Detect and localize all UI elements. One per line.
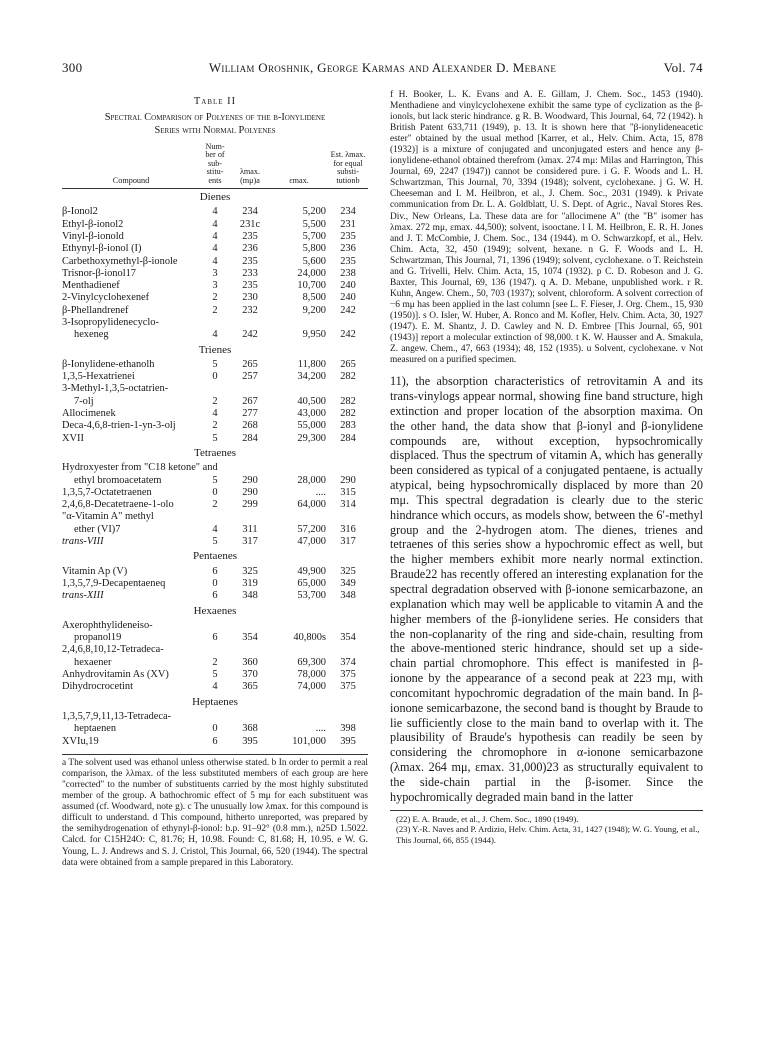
cell-lmax — [230, 644, 270, 656]
table-row — [62, 280, 368, 292]
cell-emax: 8,500 — [302, 292, 326, 304]
cell-est — [328, 383, 368, 395]
cell-compound: 1,3,5-Hexatrienei — [62, 371, 135, 383]
cell-compound: Anhydrovitamin As (XV) — [62, 669, 169, 681]
cell-compound: β-Ionol2 — [62, 206, 98, 218]
table-header-row — [62, 143, 368, 189]
table-row — [62, 524, 368, 536]
cell-est: 290 — [340, 474, 356, 486]
cell-lmax: 267 — [242, 395, 258, 407]
table-row — [62, 383, 368, 395]
cell-lmax: 370 — [242, 669, 258, 681]
cell-lmax: 395 — [242, 735, 258, 747]
cell-emax: 43,000 — [297, 408, 326, 420]
cell-emax: 5,200 — [302, 206, 326, 218]
cell-substituents — [200, 317, 230, 329]
cell-emax: 53,700 — [297, 590, 326, 602]
cell-substituents: 0 — [212, 577, 218, 589]
cell-est: 316 — [340, 523, 356, 535]
cell-est: 375 — [340, 681, 356, 693]
cell-substituents: 3 — [212, 267, 218, 279]
cell-lmax: 265 — [242, 358, 258, 370]
cell-est: 235 — [340, 230, 356, 242]
cell-lmax: 235 — [242, 280, 258, 292]
cell-emax: 55,000 — [297, 420, 326, 432]
table-caption: Table II — [193, 96, 237, 107]
cell-lmax: 235 — [242, 255, 258, 267]
cell-substituents — [200, 383, 230, 395]
cell-compound: Trisnor-β-ionol17 — [62, 267, 136, 279]
cell-compound: Ethynyl-β-ionol (I) — [62, 243, 142, 255]
cell-compound: 3-Isopropylidenecyclo- — [62, 317, 159, 328]
cell-compound: 2-Vinylcyclohexenef — [62, 292, 150, 304]
table-row — [62, 536, 368, 548]
cell-emax: .... — [315, 486, 326, 498]
cell-compound: hexeneg — [74, 329, 109, 341]
cell-emax: 24,000 — [297, 267, 326, 279]
cell-emax — [270, 511, 328, 523]
table-row — [62, 256, 368, 268]
cell-emax: 28,000 — [297, 474, 326, 486]
cell-est: 354 — [340, 632, 356, 644]
group-heading-row — [62, 603, 368, 620]
group-heading-row — [62, 189, 368, 207]
table-row — [62, 317, 368, 329]
cell-emax: 78,000 — [297, 669, 326, 681]
cell-compound: Ethyl-β-ionol2 — [62, 218, 124, 230]
cell-compound: Hydroxyester from "C18 ketone" and — [62, 462, 218, 474]
header-authors: William Oroshnik, George Karmas and Alexander D. Mebane — [208, 60, 557, 75]
cell-lmax: 354 — [242, 632, 258, 644]
cell-emax: 74,000 — [297, 681, 326, 693]
cell-compound: Carbethoxymethyl-β-ionole — [62, 255, 178, 267]
cell-est — [328, 462, 368, 474]
cell-compound: 2,4,6,8-Decatetraene-1-olo — [62, 499, 174, 511]
table-row — [62, 487, 368, 499]
group-heading: Dienes — [199, 191, 231, 204]
table-notes: a The solvent used was ethanol unless otherwise stated. b In order to permit a real comparison, the λλmax. of the less substituted members of each group are here "corrected" to the number of substituents carried by the most highly substituted member of the group. A bathochromic effect of 5 mμ for each substituent was assumed (cf. Woodward, note g). c The unusually low λmax. for this compound is difficult to understand. d This compound, hitherto unreported, was prepared by the semihydrogenation of ethynyl-β-ionol: b.p. 91–92° (0.8 mm.), n25D 1.5022. Calcd. for C15H24O: C, 81.76; H, 10.98. Found: C, 81.68; H, 10.95. e W. G. Young, L. J. Andrews and S. J. Cristol, This Journal, 66, 520 (1944). The spectral data were obtained from a sample prepared in this Laboratory. — [62, 754, 368, 869]
table-row — [62, 644, 368, 656]
cell-compound: 1,3,5,7,9,11,13-Tetradeca- — [62, 710, 172, 722]
cell-lmax: 232 — [242, 304, 258, 316]
cell-emax: 29,300 — [297, 432, 326, 444]
page-number: 300 — [62, 60, 83, 75]
group-heading: Tetraenes — [194, 446, 236, 459]
table-row — [62, 632, 368, 644]
cell-est: 240 — [340, 280, 356, 292]
table-row — [62, 620, 368, 632]
cell-substituents: 4 — [212, 243, 218, 255]
table-row — [62, 499, 368, 511]
cell-compound: Axerophthylideneiso- — [62, 619, 153, 631]
group-heading: Hexaenes — [193, 604, 237, 617]
cell-lmax: 319 — [242, 577, 258, 589]
cell-lmax — [230, 462, 270, 474]
cell-emax: 40,800s — [293, 632, 326, 644]
cell-substituents: 2 — [212, 304, 218, 316]
cell-lmax: 230 — [242, 292, 258, 304]
cell-emax: 10,700 — [297, 280, 326, 292]
cell-emax: 9,950 — [302, 329, 326, 341]
cell-compound: Deca-4,6,8-trien-1-yn-3-olj — [62, 420, 176, 432]
cell-est: 317 — [340, 536, 356, 548]
cell-est: 240 — [340, 292, 356, 304]
cell-substituents: 6 — [212, 735, 218, 747]
cell-emax: 69,300 — [297, 656, 326, 668]
group-heading-row — [62, 342, 368, 359]
cell-lmax: 268 — [242, 420, 258, 432]
cell-lmax: 236 — [242, 243, 258, 255]
cell-est — [328, 711, 368, 723]
cell-est: 242 — [340, 329, 356, 341]
cell-substituents: 4 — [212, 230, 218, 242]
cell-emax: 40,500 — [297, 395, 326, 407]
cell-lmax: 368 — [242, 723, 258, 735]
table-row — [62, 475, 368, 487]
cell-emax: 9,200 — [302, 304, 326, 316]
header-compound: Compound — [62, 143, 200, 189]
cell-substituents: 2 — [212, 499, 218, 511]
cell-est: 315 — [340, 486, 356, 498]
cell-substituents — [200, 644, 230, 656]
cell-est: 398 — [340, 723, 356, 735]
reference-22: (22) E. A. Braude, et al., J. Chem. Soc., 1890 (1949). — [396, 813, 579, 824]
table-row — [62, 681, 368, 693]
cell-substituents: 2 — [212, 395, 218, 407]
cell-substituents: 2 — [212, 292, 218, 304]
cell-est — [328, 511, 368, 523]
table-row — [62, 578, 368, 590]
header-volume: Vol. 74 — [663, 60, 703, 75]
cell-substituents: 5 — [212, 432, 218, 444]
cell-est — [328, 317, 368, 329]
table-row — [62, 219, 368, 231]
cell-est: 265 — [340, 358, 356, 370]
table-row — [62, 711, 368, 723]
cell-emax: 57,200 — [297, 523, 326, 535]
cell-substituents: 5 — [212, 669, 218, 681]
table-body — [62, 189, 368, 748]
cell-est: 284 — [340, 432, 356, 444]
cell-lmax — [230, 383, 270, 395]
cell-lmax — [230, 620, 270, 632]
table-row — [62, 511, 368, 523]
cell-substituents: 6 — [212, 632, 218, 644]
header-num-substituents: Num- ber of sub- stitu- ents — [200, 143, 230, 189]
cell-est: 231 — [340, 218, 356, 230]
cell-lmax: 235 — [242, 230, 258, 242]
cell-est — [328, 644, 368, 656]
cell-lmax: 233 — [242, 267, 258, 279]
cell-est: 283 — [340, 420, 356, 432]
cell-compound: heptaenen — [74, 723, 117, 735]
cell-est: 395 — [340, 735, 356, 747]
cell-compound: β-Phellandrenef — [62, 304, 129, 316]
cell-est — [328, 620, 368, 632]
table-row — [62, 723, 368, 735]
cell-compound: Menthadienef — [62, 280, 120, 292]
cell-est: 235 — [340, 255, 356, 267]
cell-substituents: 6 — [212, 590, 218, 602]
cell-lmax — [230, 317, 270, 329]
cell-emax: 5,500 — [302, 218, 326, 230]
cell-est: 325 — [340, 565, 356, 577]
cell-est: 348 — [340, 590, 356, 602]
cell-compound: Allocimenek — [62, 408, 116, 420]
cell-est: 282 — [340, 408, 356, 420]
cell-lmax: 348 — [242, 590, 258, 602]
cell-emax — [270, 620, 328, 632]
cell-emax: 5,700 — [302, 230, 326, 242]
cell-emax: 47,000 — [297, 536, 326, 548]
cell-emax: 11,800 — [297, 358, 326, 370]
cell-est: 349 — [340, 577, 356, 589]
cell-emax: .... — [315, 723, 326, 735]
cell-lmax: 325 — [242, 565, 258, 577]
cell-lmax: 365 — [242, 681, 258, 693]
cell-emax — [270, 711, 328, 723]
cell-emax — [270, 383, 328, 395]
cell-lmax — [230, 711, 270, 723]
table-row — [62, 420, 368, 432]
cell-compound: hexaener — [74, 656, 112, 668]
table-row — [62, 329, 368, 341]
cell-est: 234 — [340, 206, 356, 218]
cell-compound: 1,3,5,7-Octatetraenen — [62, 486, 152, 498]
cell-substituents: 4 — [212, 206, 218, 218]
running-header — [62, 60, 703, 78]
cell-compound: trans-VIII — [62, 536, 104, 548]
cell-lmax: 311 — [242, 523, 258, 535]
table-row — [62, 231, 368, 243]
cell-lmax — [230, 511, 270, 523]
cell-substituents: 4 — [212, 329, 218, 341]
cell-compound: ether (VI)7 — [74, 523, 121, 535]
cell-emax: 101,000 — [292, 735, 326, 747]
header-lmax: λmax. (mμ)a — [230, 143, 270, 189]
group-heading-row — [62, 445, 368, 462]
table-row — [62, 371, 368, 383]
cell-compound: Vitamin Ap (V) — [62, 565, 128, 577]
cell-lmax: 317 — [242, 536, 258, 548]
table-row — [62, 396, 368, 408]
table-column — [62, 95, 368, 869]
table-row — [62, 669, 368, 681]
cell-substituents: 0 — [212, 723, 218, 735]
cell-lmax: 360 — [242, 656, 258, 668]
table-title-line-2: Series with Normal Polyenes — [154, 125, 276, 136]
cell-lmax: 299 — [242, 499, 258, 511]
cell-compound: 2,4,6,8,10,12-Tetradeca- — [62, 644, 164, 656]
cell-emax — [270, 462, 328, 474]
cell-substituents: 4 — [212, 408, 218, 420]
cell-compound: Dihydrocrocetint — [62, 681, 133, 693]
cell-substituents: 0 — [212, 486, 218, 498]
cell-compound: 3-Methyl-1,3,5-octatrien- — [62, 383, 169, 395]
cell-est: 375 — [340, 669, 356, 681]
references — [390, 810, 703, 846]
header-emax: εmax. — [270, 143, 328, 189]
table-row — [62, 359, 368, 371]
body-text: 11), the absorption characteristics of retrovitamin A and its trans-vinylogs appear normal, showing fine band structure, high extinction and proper location of the absorption maxima. On the other hand, the data show that β-ionyl and β-ionylidene compounds are, without exception, hypsochromically displaced. Thus the spectrum of vitamin A, which has generally been considered as typical of a conjugated pentaene, is actually atypical, being hypsochromically displaced by more than 20 mμ. This spectral degradation is clearly due to the steric hindrance which occurs, as models show, between the 6′-methyl group and the 2-hydrogen atom. The dienes, trienes and tetraenes of this series show a hypochromic effect as well, but the higher members exhibit more nearly normal extinction. Braude22 has recently offered an interesting explanation for the spectral degradation observed with β-ionone semicarbazone, an explanation which may well be applicable to vitamin A and the higher members of the β-ionylidene series. He considers that the non-coplanarity of the ring and side-chain, resulting from the above-mentioned steric hindrance, should set up a side-chain partial chromophore. This effect is manifested in β-ionone by the appearance of a second peak at 223 mμ, with concomitant hypochromic degradation of the main band. In β-ionone semicarbazone, the second band is thought by Braude to lie sufficiently close to the main band to overlap with it. The plausibility of Braude's hypothesis can readily be seen by considering the chromophore in α-ionone semicarbazone (λmax. 264 mμ, εmax. 31,000)23 as structurally equivalent to the side-chain partial in the β-isomer. Since the hypochromically degraded main band in the latter — [390, 374, 703, 804]
cell-substituents: 4 — [212, 523, 218, 535]
cell-substituents: 4 — [212, 681, 218, 693]
group-heading: Pentaenes — [193, 550, 237, 563]
cell-compound: "α-Vitamin A" methyl — [62, 511, 154, 523]
cell-lmax: 234 — [242, 206, 258, 218]
cell-emax: 65,000 — [297, 577, 326, 589]
cell-est: 282 — [340, 395, 356, 407]
table-title-line-1: Spectral Comparison of Polyenes of the β-Ionylidene — [104, 112, 326, 123]
cell-substituents: 4 — [212, 255, 218, 267]
table-row — [62, 408, 368, 420]
cell-est: 242 — [340, 304, 356, 316]
cell-compound: 1,3,5,7,9-Decapentaeneq — [62, 577, 166, 589]
cell-compound: XVII — [62, 432, 84, 444]
cell-lmax: 257 — [242, 371, 258, 383]
cell-substituents: 2 — [212, 420, 218, 432]
cell-lmax: 242 — [242, 329, 258, 341]
cell-compound: 7-olj — [74, 395, 94, 407]
cell-est: 238 — [340, 267, 356, 279]
text-column — [390, 90, 703, 846]
cell-lmax: 290 — [242, 474, 258, 486]
cell-substituents — [200, 711, 230, 723]
group-heading-row — [62, 694, 368, 711]
cell-compound: trans-XIII — [62, 590, 104, 602]
cell-emax: 5,800 — [302, 243, 326, 255]
cell-emax — [270, 644, 328, 656]
group-heading: Trienes — [198, 343, 232, 356]
table-row — [62, 206, 368, 218]
cell-compound: Vinyl-β-ionold — [62, 230, 124, 242]
cell-compound: propanol19 — [74, 632, 122, 644]
header-est-lmax: Est. λmax. for equal substi- tutionb — [328, 143, 368, 189]
cell-substituents: 4 — [212, 218, 218, 230]
table-row — [62, 243, 368, 255]
cell-substituents: 0 — [212, 371, 218, 383]
cell-compound: β-Ionylidene-ethanolh — [62, 358, 155, 370]
cell-est: 314 — [340, 499, 356, 511]
group-heading: Heptaenes — [192, 695, 238, 708]
cell-substituents: 5 — [212, 536, 218, 548]
cell-emax: 64,000 — [297, 499, 326, 511]
table-row — [62, 736, 368, 748]
cell-lmax: 290 — [242, 486, 258, 498]
table-row — [62, 292, 368, 304]
cell-compound: XVIu,19 — [62, 735, 99, 747]
cell-compound: ethyl bromoacetatem — [74, 474, 162, 486]
table-row — [62, 433, 368, 445]
cell-substituents: 5 — [212, 474, 218, 486]
table-row — [62, 566, 368, 578]
table-row — [62, 462, 368, 474]
reference-23: (23) Y.-R. Naves and P. Ardizio, Helv. Chim. Acta, 31, 1427 (1948); W. G. Young, et al., This Journal, 66, 855 (1944). — [396, 824, 700, 846]
cell-emax — [270, 317, 328, 329]
table-row — [62, 590, 368, 602]
cell-substituents: 3 — [212, 280, 218, 292]
cell-substituents — [200, 511, 230, 523]
cell-substituents: 5 — [212, 358, 218, 370]
spectral-table — [62, 143, 368, 748]
cell-lmax: 277 — [242, 408, 258, 420]
cell-est: 282 — [340, 371, 356, 383]
cell-lmax: 231c — [239, 218, 261, 230]
table-row — [62, 305, 368, 317]
cell-emax: 34,200 — [297, 371, 326, 383]
cell-est: 374 — [340, 656, 356, 668]
cell-lmax: 284 — [242, 432, 258, 444]
table-row — [62, 268, 368, 280]
cell-substituents — [200, 620, 230, 632]
cell-est: 236 — [340, 243, 356, 255]
cell-emax: 5,600 — [302, 255, 326, 267]
table-footnotes-continued: f H. Booker, L. K. Evans and A. E. Gillam, J. Chem. Soc., 1453 (1940). Menthadiene and vinylcyclohexene exhibit the same type of cyclization as the β-ionols, but lack steric hindrance. g R. B. Woodward, This Journal, 64, 72 (1942). h British Patent 633,711 (1949), p. 13. It is shown here that "β-ionylideneacetic ester" obtained by the usual method [Karrer, et al., Helv. Chim. Acta, 15, 878 (1932)] is a mixture of conjugated and unconjugated esters and hence any β-ionylidene-ethanol obtained therefrom (λmax. 274 mμ: Milas and Harrington, This Journal, 69, 2247 (1947)) cannot be considered pure. i G. F. Woods and L. H. Schwartzman, This Journal, 70, 3394 (1948); solvent, cyclohexane. j G. W. H. Cheeseman and I. M. Heilbron, et al., J. Chem. Soc., 2031 (1949). k Private communication from Dr. L. A. Goldblatt, U. S. Dept. of Agric., Naval Stores Res. Div., New Orleans, La. These data are for "allocimene A" (the "B" isomer has λmax. 272 mμ, εmax. 44,500); solvent, isooctane. l I. M. Heilbron, E. R. H. Jones and J. T. McCombie, J. Chem. Soc., 134 (1944). m O. Schwarzkopf, et al., Helv. Chim. Acta, 32, 450 (1949); solvent, hexane. n G. F. Woods and L. H. Schwartzman, This Journal, 71, 1396 (1949); solvent, cyclohexane. o T. Reichstein and G. Trivelli, Helv. Chim. Acta, 15, 1074 (1932). p C. D. Robeson and J. G. Baxter, This Journal, 69, 136 (1947). q A. D. Mebane, unpublished work. r R. Kuhn, Angew. Chem., 50, 703 (1937); solvent, chloroform. A solvent correction of −6 mμ has been applied in the last column [see L. F. Fieser, J. Org. Chem., 15, 930 (1950)]. s O. Isler, W. Huber, A. Ronco and M. Kofler, Helv. Chim. Acta, 30, 1927 (1947). E. M. Shantz, J. D. Cawley and N. D. Embree [This Journal, 65, 901 (1943)] report a molecular extinction of 98,000. t K. W. Hausser and A. Smakula, Z. angew. Chem., 47, 663 (1934); 48, 152 (1935). u Solvent, cyclohexane. v Not measured on a purified specimen. — [390, 90, 703, 366]
cell-substituents: 2 — [212, 656, 218, 668]
table-row — [62, 657, 368, 669]
cell-emax: 49,900 — [297, 565, 326, 577]
group-heading-row — [62, 548, 368, 565]
cell-substituents: 6 — [212, 565, 218, 577]
